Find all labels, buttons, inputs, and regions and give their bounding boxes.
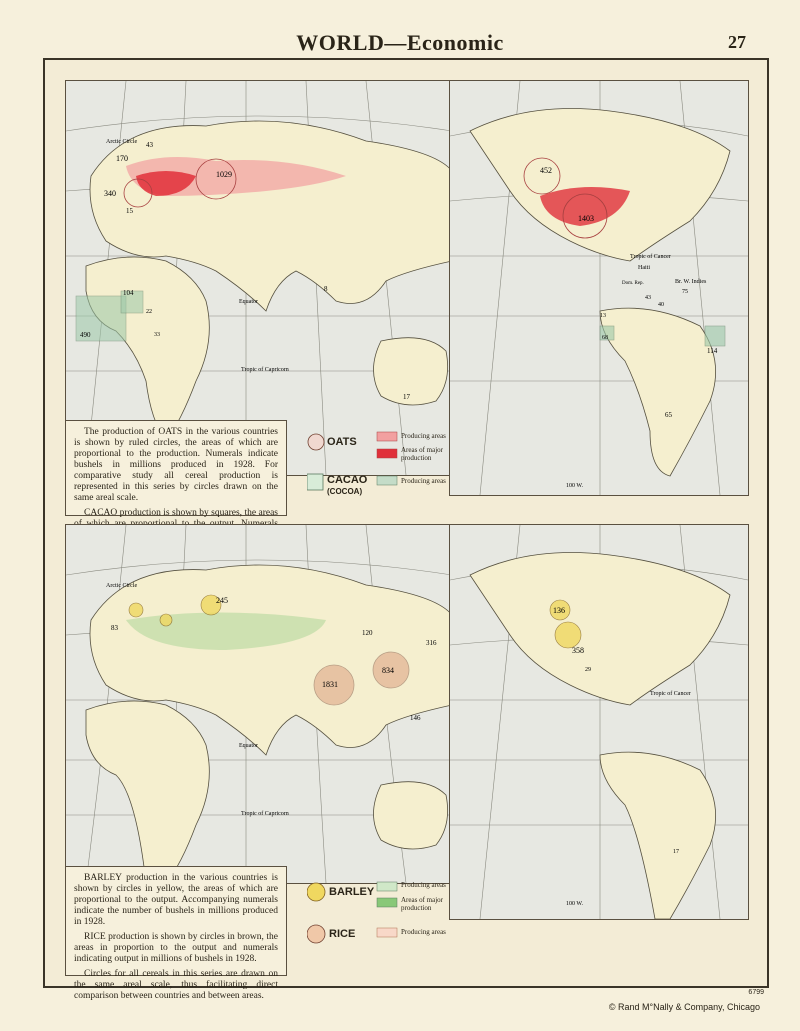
- svg-text:245: 245: [216, 596, 228, 605]
- page-number: 27: [728, 32, 746, 52]
- barley-rice-western-map: [449, 524, 749, 920]
- cacao-label: CACAO: [327, 474, 368, 486]
- copyright: © Rand M°Nally & Company, Chicago: [608, 1002, 760, 1012]
- cacao-description: CACAO production is shown by squares, the areas: [84, 508, 278, 518]
- barley-western-svg: [450, 525, 748, 919]
- svg-text:68: 68: [602, 335, 608, 341]
- oats-producing-label: Producing areas: [401, 432, 446, 440]
- svg-text:29: 29: [585, 667, 591, 673]
- svg-text:Tropic of Cancer: Tropic of Cancer: [650, 691, 691, 697]
- oats-cacao-western-map: [449, 80, 749, 496]
- svg-text:340: 340: [104, 189, 116, 198]
- svg-text:Arctic Circle: Arctic Circle: [106, 139, 138, 145]
- svg-text:40: 40: [658, 302, 664, 308]
- svg-text:Haiti: Haiti: [638, 265, 650, 271]
- svg-text:65: 65: [665, 411, 672, 419]
- oats-legend-key: [307, 430, 477, 503]
- svg-text:834: 834: [382, 666, 394, 675]
- svg-text:83: 83: [111, 624, 118, 632]
- svg-text:104: 104: [123, 289, 134, 297]
- barley-capricorn-label: Tropic of Capricorn: [241, 811, 289, 817]
- barley-rice-eastern-map: [65, 524, 453, 884]
- rice-description: RICE production is shown by circles in brown, the areas in proportion to the output and numerals indicating output in millions of bushels in 1928.: [74, 932, 278, 964]
- barley-producing-label: Producing areas: [401, 881, 446, 889]
- oats-description: The production of OATS in the various countries is shown by ruled circles, the areas of which are proportional to the production. Numerals indicate bushels in millions produced in 1928. For comparative study all cereal production is represented in this series by circles drawn on the same areal scale.: [74, 427, 278, 503]
- oats-major-label: Areas of major production: [401, 446, 443, 462]
- svg-text:Br. W. Indies: Br. W. Indies: [675, 279, 707, 285]
- rice-producing-label: Producing areas: [401, 928, 446, 936]
- cereal-scale-note: Circles for all cereals in this series are drawn on the same areal scale, thus facilitating direct comparison between countries and between areas.: [74, 969, 278, 1001]
- oats-cacao-eastern-map: [65, 80, 453, 476]
- oats-cacao-text: [65, 420, 287, 516]
- svg-text:Equator: Equator: [239, 299, 258, 305]
- svg-text:1403: 1403: [578, 214, 594, 223]
- barley-legend-key: [307, 878, 477, 961]
- barley-major-label: Areas of major production: [401, 896, 443, 912]
- svg-text:Dom. Rep.: Dom. Rep.: [622, 281, 644, 286]
- svg-text:490: 490: [80, 331, 91, 339]
- svg-text:1029: 1029: [216, 170, 232, 179]
- svg-text:316: 316: [426, 639, 437, 647]
- oats-eastern-svg: [66, 81, 452, 475]
- cacao-producing-label: Producing areas: [401, 477, 446, 485]
- svg-text:43: 43: [645, 295, 651, 301]
- svg-text:114: 114: [707, 347, 718, 355]
- svg-text:Tropic of Capricorn: Tropic of Capricorn: [241, 367, 289, 373]
- svg-text:13: 13: [600, 313, 606, 319]
- oats-western-svg: [450, 81, 748, 495]
- svg-text:43: 43: [146, 141, 153, 149]
- svg-text:33: 33: [154, 332, 160, 338]
- svg-text:8: 8: [324, 285, 328, 293]
- svg-text:358: 358: [572, 646, 584, 655]
- svg-text:170: 170: [116, 154, 128, 163]
- oats-label: OATS: [327, 436, 357, 448]
- barley-eastern-svg: [66, 525, 452, 883]
- svg-text:17: 17: [403, 393, 410, 401]
- barley-description: BARLEY production in the various countries is shown by circles in yellow, the areas of which are proportional to the output. Accompanying numerals indicate the number of bushels in millions produced in 1928.: [74, 873, 278, 927]
- svg-text:15: 15: [126, 207, 133, 215]
- svg-text:100 W.: 100 W.: [566, 483, 584, 489]
- page-title: WORLD—Economic: [296, 30, 504, 55]
- barley-arctic-label: Arctic Circle: [106, 583, 138, 589]
- svg-text:1831: 1831: [322, 680, 338, 689]
- cocoa-label: (COCOA): [327, 487, 363, 496]
- svg-text:75: 75: [682, 289, 688, 295]
- barley-rice-text: [65, 866, 287, 1001]
- rice-label: RICE: [329, 928, 356, 940]
- svg-text:100 W.: 100 W.: [566, 901, 584, 907]
- svg-text:120: 120: [362, 629, 373, 637]
- svg-text:136: 136: [553, 606, 565, 615]
- svg-text:Tropic of Cancer: Tropic of Cancer: [630, 254, 671, 260]
- barley-label: BARLEY: [329, 886, 375, 898]
- plate-number: 6799: [748, 989, 764, 996]
- barley-equator-label: Equator: [239, 743, 258, 749]
- svg-text:452: 452: [540, 166, 552, 175]
- svg-text:17: 17: [673, 849, 679, 855]
- svg-text:22: 22: [146, 309, 152, 315]
- svg-text:146: 146: [410, 714, 421, 722]
